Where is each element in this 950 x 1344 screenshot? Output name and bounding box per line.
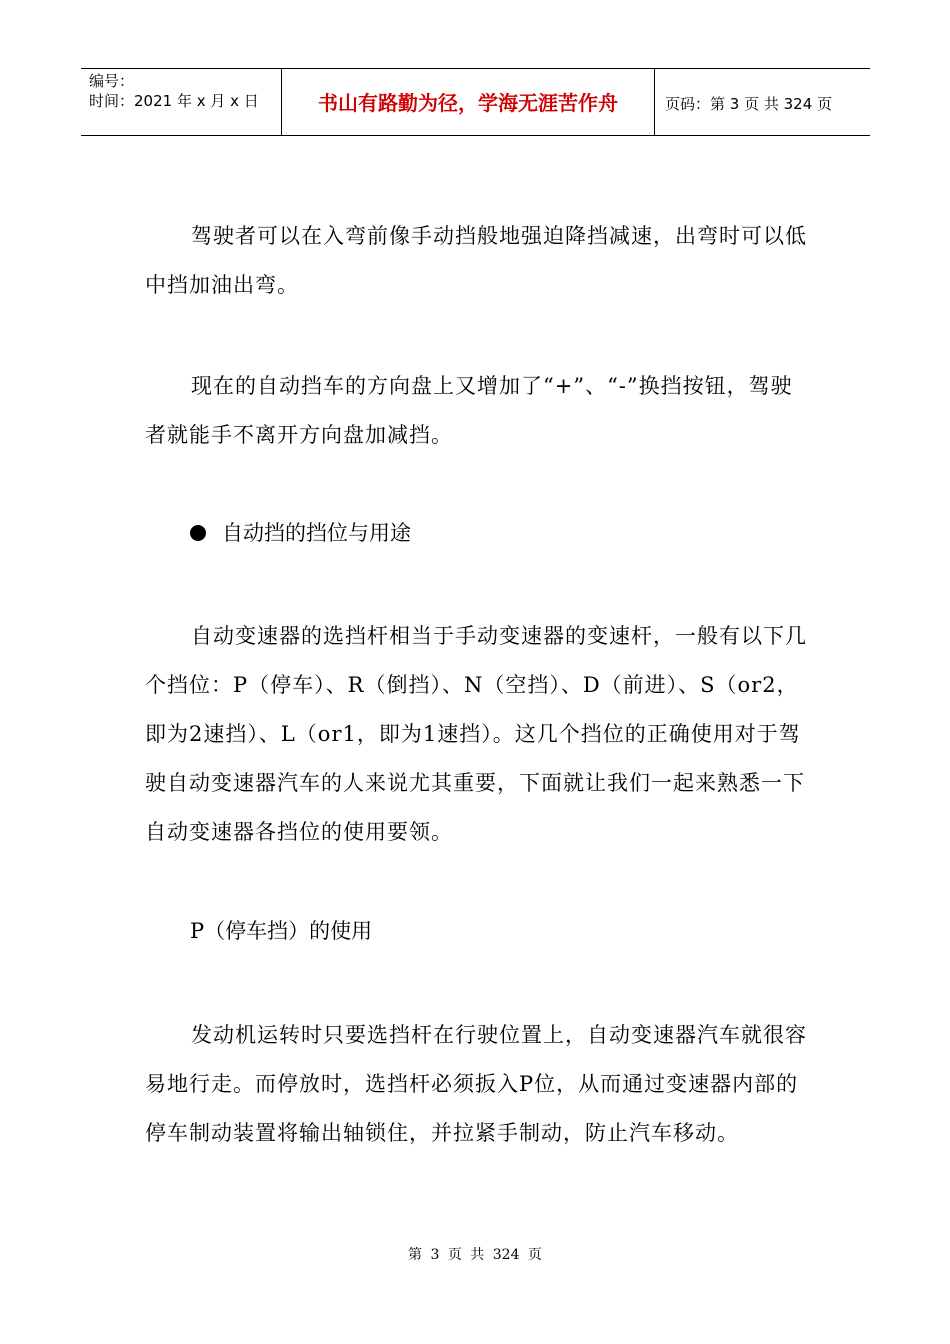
bullet-icon bbox=[190, 525, 206, 541]
header-page-cell bbox=[655, 69, 870, 135]
document-header bbox=[81, 68, 870, 136]
paragraph-park-usage: 发动机运转时只要选挡杆在行驶位置上，自动变速器汽车就很容易地行走。而停放时，选挡杆必须扳入P位，从而通过变速器内部的停车制动装置将输出轴锁住，并拉紧手制动，防止汽车移动。 bbox=[145, 1023, 807, 1145]
serial-label: 编号： bbox=[89, 72, 135, 90]
motto-text: 书山有路勤为径，学海无涯苦作舟 bbox=[318, 91, 618, 115]
header-left-cell bbox=[81, 69, 281, 135]
subsection-heading: P（停车挡）的使用 bbox=[190, 919, 373, 943]
page-footer: 第 3 页 共 324 页 bbox=[408, 1247, 542, 1263]
page-number-label: 页码：第 3 页 共 324 页 bbox=[665, 95, 833, 113]
section-heading: 自动挡的挡位与用途 bbox=[222, 521, 411, 545]
paragraph-paddle-shift: 现在的自动挡车的方向盘上又增加了“+”、“-”换挡按钮，驾驶者就能手不离开方向盘加减挡。 bbox=[145, 374, 793, 447]
paragraph-downshift: 驾驶者可以在入弯前像手动挡般地强迫降挡减速，出弯时可以低中挡加油出弯。 bbox=[145, 224, 807, 297]
paragraph-gear-positions: 自动变速器的选挡杆相当于手动变速器的变速杆，一般有以下几个挡位：P（停车）、R（倒挡）、N（空挡）、D（前进）、S（or2，即为2速挡）、L（or1，即为1速挡）。这几个挡位的正确使用对于驾驶自动变速器汽车的人来说尤其重要，下面就让我们一起来熟悉一下自动变速器各挡位的使用要领。 bbox=[145, 624, 807, 844]
header-motto-cell bbox=[281, 69, 655, 135]
date-label: 时间：2021 年 x 月 x 日 bbox=[89, 92, 259, 110]
